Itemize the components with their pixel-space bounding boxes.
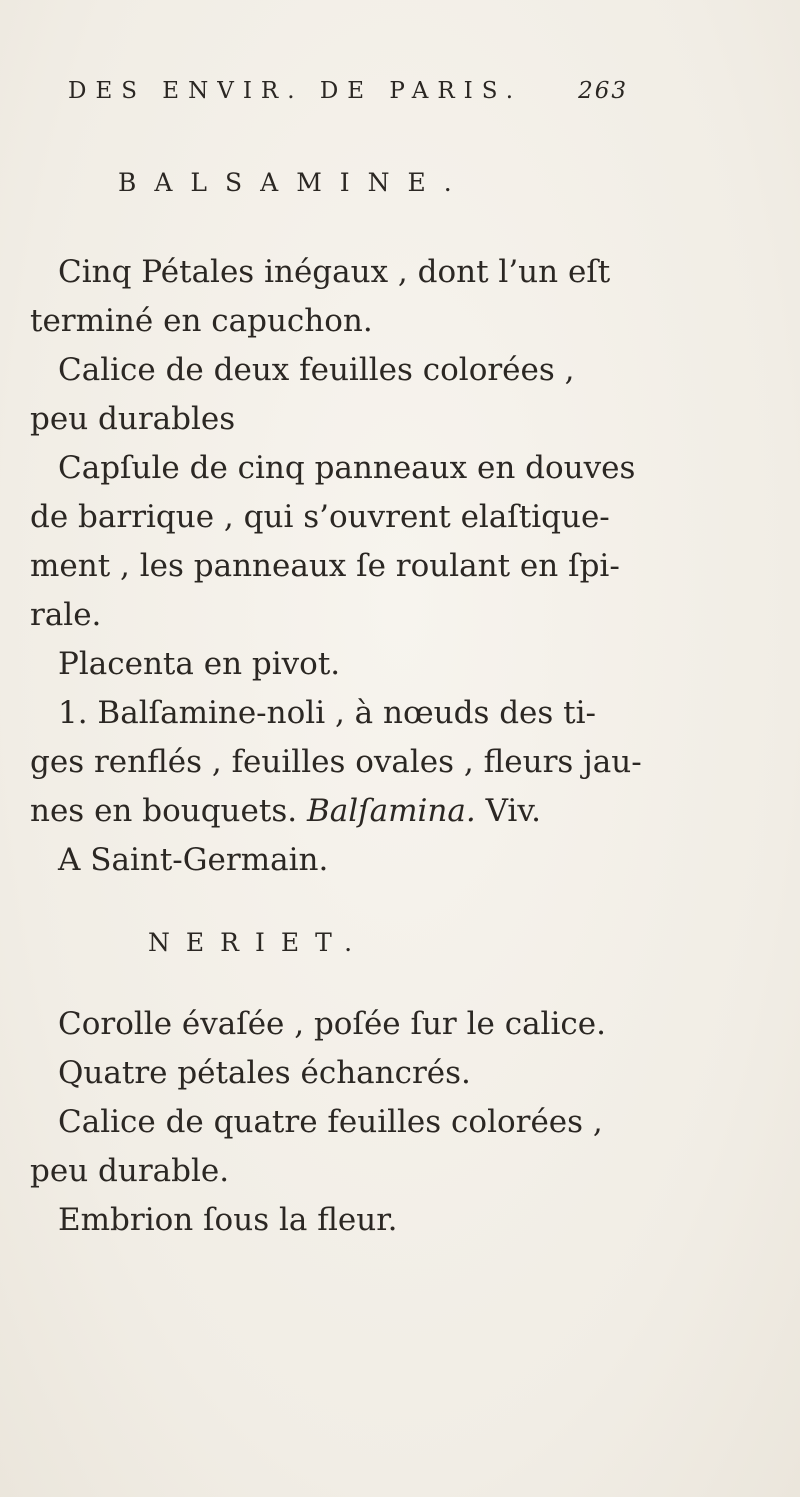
status-abbrev: Viv.	[485, 793, 542, 829]
text-line: de barrique , qui s’ouvrent elaſtique-	[30, 499, 610, 535]
text-line: Corolle évaſée , poſée ſur le calice.	[58, 1006, 606, 1042]
text-fragment: nes en bouquets.	[30, 793, 298, 829]
text-line: Calice de deux feuilles colorées ,	[58, 352, 575, 388]
text-line: Calice de quatre feuilles colorées ,	[58, 1104, 603, 1140]
latin-name: Balſamina.	[306, 793, 476, 829]
section-title-balsamine: BALSAMINE.	[118, 168, 470, 197]
text-line: 1. Balſamine-noli , à nœuds des ti-	[58, 695, 597, 731]
text-line: Quatre pétales échancrés.	[58, 1055, 471, 1091]
text-line: peu durables	[30, 401, 236, 437]
section-body-neriet	[30, 1000, 770, 1245]
running-head	[68, 78, 628, 118]
text-line: Placenta en pivot.	[58, 646, 341, 682]
text-line: Cinq Pétales inégaux , dont l’un eſt	[58, 254, 611, 290]
text-line-with-latin	[30, 787, 770, 836]
running-title: DES ENVIR. DE PARIS.	[68, 78, 523, 104]
section-body-balsamine	[30, 248, 770, 885]
text-line: Embrion ſous la fleur.	[58, 1202, 398, 1238]
page-number: 263	[578, 78, 628, 104]
text-line: Capſule de cinq panneaux en douves	[58, 450, 636, 486]
text-line: terminé en capuchon.	[30, 303, 373, 339]
text-line: ges renflés , feuilles ovales , fleurs jau-	[30, 744, 642, 780]
text-line: peu durable.	[30, 1153, 230, 1189]
text-line: rale.	[30, 597, 102, 633]
text-line: ment , les panneaux ſe roulant en ſpi-	[30, 548, 620, 584]
section-title-neriet: NERIET.	[148, 928, 369, 957]
text-line: A Saint-Germain.	[58, 842, 329, 878]
